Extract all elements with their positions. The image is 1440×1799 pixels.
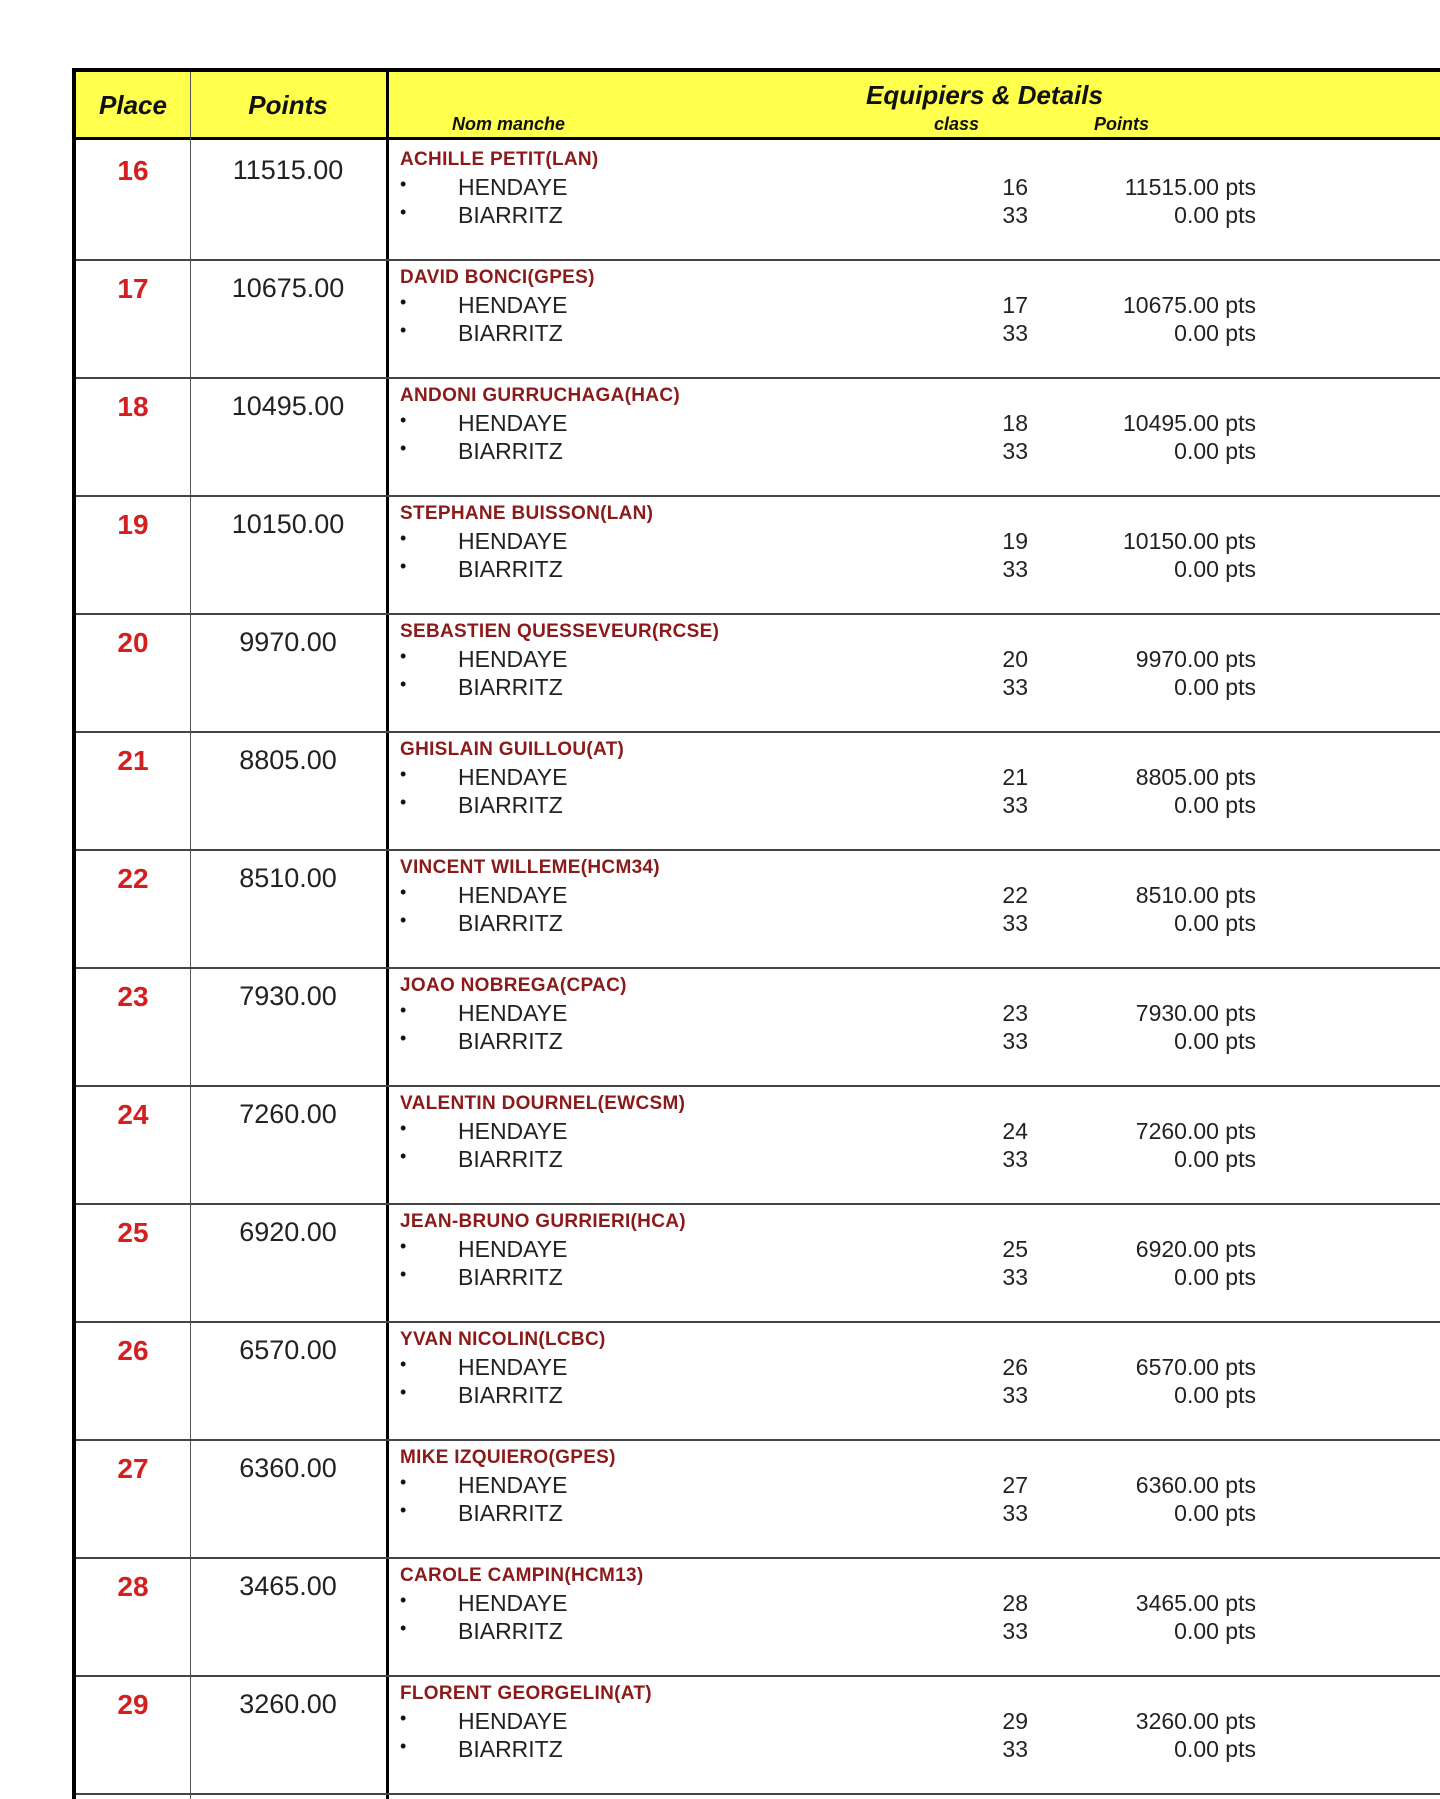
bullet-icon: • <box>400 410 407 430</box>
bullet-icon: • <box>400 1382 407 1402</box>
manche-points: 8510.00 pts <box>1135 882 1256 908</box>
participant-name: CAROLE CAMPIN(HCM13) <box>400 1565 644 1586</box>
bullet-icon: • <box>400 1618 407 1638</box>
place-value: 16 <box>117 155 149 186</box>
bullet-icon: • <box>400 202 407 222</box>
points-value: 9970.00 <box>239 627 337 657</box>
header-nom-manche: Nom manche <box>452 114 566 134</box>
manche-class: 33 <box>1002 792 1028 818</box>
bullet-icon: • <box>400 1028 407 1048</box>
bullet-icon: • <box>400 1146 407 1166</box>
table-row <box>76 969 1440 1087</box>
manche-name: BIARRITZ <box>458 674 563 700</box>
manche-class: 26 <box>1002 1354 1028 1380</box>
manche-class: 33 <box>1002 674 1028 700</box>
place-value: 29 <box>117 1689 149 1720</box>
participant-name: YVAN NICOLIN(LCBC) <box>400 1329 606 1350</box>
bullet-icon: • <box>400 1264 407 1284</box>
place-value: 26 <box>117 1335 149 1366</box>
manche-class: 29 <box>1002 1708 1028 1734</box>
manche-points: 8805.00 pts <box>1135 764 1256 790</box>
manche-points: 9970.00 pts <box>1135 646 1256 672</box>
manche-class: 25 <box>1002 1236 1028 1262</box>
manche-points: 0.00 pts <box>1174 1618 1256 1644</box>
header-equipiers: Equipiers & Details <box>866 80 1103 110</box>
manche-points: 10675.00 pts <box>1122 292 1256 318</box>
bullet-icon: • <box>400 556 407 576</box>
manche-class: 17 <box>1002 292 1028 318</box>
manche-points: 0.00 pts <box>1174 556 1256 582</box>
participant-name: STEPHANE BUISSON(LAN) <box>400 503 654 524</box>
bullet-icon: • <box>400 528 407 548</box>
participant-name: ANDONI GURRUCHAGA(HAC) <box>400 385 680 406</box>
manche-points: 6570.00 pts <box>1135 1354 1256 1380</box>
manche-points: 0.00 pts <box>1174 674 1256 700</box>
table-row <box>76 497 1440 615</box>
table-row <box>76 261 1440 379</box>
manche-points: 3260.00 pts <box>1135 1708 1256 1734</box>
manche-class: 33 <box>1002 320 1028 346</box>
points-value: 10675.00 <box>231 273 345 303</box>
points-value: 3465.00 <box>239 1571 337 1601</box>
manche-class: 16 <box>1002 174 1028 200</box>
table-row <box>76 143 1440 261</box>
manche-name: HENDAYE <box>458 1118 568 1144</box>
bullet-icon: • <box>400 1118 407 1138</box>
manche-name: HENDAYE <box>458 1236 568 1262</box>
bullet-icon: • <box>400 1000 407 1020</box>
manche-name: HENDAYE <box>458 292 568 318</box>
manche-points: 0.00 pts <box>1174 1736 1256 1762</box>
bullet-icon: • <box>400 1590 407 1610</box>
manche-points: 0.00 pts <box>1174 1500 1256 1526</box>
manche-points: 0.00 pts <box>1174 792 1256 818</box>
manche-points: 7260.00 pts <box>1135 1118 1256 1144</box>
manche-name: BIARRITZ <box>458 1382 563 1408</box>
points-value: 10150.00 <box>231 509 345 539</box>
manche-name: BIARRITZ <box>458 1264 563 1290</box>
points-value: 10495.00 <box>231 391 345 421</box>
manche-class: 33 <box>1002 202 1028 228</box>
bullet-icon: • <box>400 438 407 458</box>
manche-name: HENDAYE <box>458 174 568 200</box>
place-value: 19 <box>117 509 149 540</box>
manche-class: 18 <box>1002 410 1028 436</box>
participant-name: JEAN-BRUNO GURRIERI(HCA) <box>400 1211 686 1232</box>
points-value: 3260.00 <box>239 1689 337 1719</box>
manche-name: BIARRITZ <box>458 1500 563 1526</box>
place-value: 22 <box>117 863 149 894</box>
manche-points: 10150.00 pts <box>1122 528 1256 554</box>
bullet-icon: • <box>400 320 407 340</box>
manche-class: 20 <box>1002 646 1028 672</box>
header-points: Points <box>248 90 328 120</box>
table-row <box>76 1087 1440 1205</box>
place-value: 28 <box>117 1571 149 1602</box>
points-value: 6570.00 <box>239 1335 337 1365</box>
bullet-icon: • <box>400 674 407 694</box>
manche-name: BIARRITZ <box>458 1146 563 1172</box>
bullet-icon: • <box>400 764 407 784</box>
manche-class: 33 <box>1002 910 1028 936</box>
participant-name: JOAO NOBREGA(CPAC) <box>400 975 627 996</box>
participant-name: ACHILLE PETIT(LAN) <box>400 149 599 170</box>
manche-name: HENDAYE <box>458 1708 568 1734</box>
table-row <box>76 1205 1440 1323</box>
participant-name: GHISLAIN GUILLOU(AT) <box>400 739 625 760</box>
manche-name: BIARRITZ <box>458 556 563 582</box>
manche-name: HENDAYE <box>458 764 568 790</box>
participant-name: MIKE IZQUIERO(GPES) <box>400 1447 616 1468</box>
manche-name: BIARRITZ <box>458 438 563 464</box>
manche-name: BIARRITZ <box>458 1028 563 1054</box>
manche-name: BIARRITZ <box>458 202 563 228</box>
manche-name: BIARRITZ <box>458 792 563 818</box>
table-row <box>76 1323 1440 1441</box>
manche-points: 0.00 pts <box>1174 202 1256 228</box>
manche-name: HENDAYE <box>458 1354 568 1380</box>
manche-name: HENDAYE <box>458 1590 568 1616</box>
manche-class: 33 <box>1002 556 1028 582</box>
bullet-icon: • <box>400 1708 407 1728</box>
table-row <box>76 1559 1440 1677</box>
table-row <box>76 379 1440 497</box>
manche-class: 19 <box>1002 528 1028 554</box>
bullet-icon: • <box>400 1236 407 1256</box>
manche-name: HENDAYE <box>458 528 568 554</box>
header-class: class <box>934 114 980 134</box>
bullet-icon: • <box>400 882 407 902</box>
place-value: 20 <box>117 627 149 658</box>
manche-points: 7930.00 pts <box>1135 1000 1256 1026</box>
table-row <box>76 851 1440 969</box>
manche-points: 10495.00 pts <box>1122 410 1256 436</box>
bullet-icon: • <box>400 174 407 194</box>
bullet-icon: • <box>400 1736 407 1756</box>
points-value: 8805.00 <box>239 745 337 775</box>
manche-name: BIARRITZ <box>458 320 563 346</box>
table-row <box>76 1441 1440 1559</box>
place-value: 17 <box>117 273 149 304</box>
place-value: 21 <box>117 745 149 776</box>
manche-class: 33 <box>1002 1382 1028 1408</box>
manche-class: 24 <box>1002 1118 1028 1144</box>
place-value: 18 <box>117 391 149 422</box>
manche-points: 0.00 pts <box>1174 910 1256 936</box>
participant-name: SEBASTIEN QUESSEVEUR(RCSE) <box>400 621 720 642</box>
manche-class: 27 <box>1002 1472 1028 1498</box>
participant-name: DAVID BONCI(GPES) <box>400 267 595 288</box>
points-value: 8510.00 <box>239 863 337 893</box>
manche-name: HENDAYE <box>458 1472 568 1498</box>
manche-name: HENDAYE <box>458 646 568 672</box>
bullet-icon: • <box>400 1354 407 1374</box>
points-value: 11515.00 <box>232 155 344 185</box>
manche-class: 33 <box>1002 1028 1028 1054</box>
manche-class: 28 <box>1002 1590 1028 1616</box>
bullet-icon: • <box>400 910 407 930</box>
points-value: 6360.00 <box>239 1453 337 1483</box>
header-place: Place <box>99 90 167 120</box>
bullet-icon: • <box>400 1500 407 1520</box>
points-value: 7260.00 <box>239 1099 337 1129</box>
manche-points: 6360.00 pts <box>1135 1472 1256 1498</box>
manche-class: 21 <box>1002 764 1028 790</box>
manche-name: HENDAYE <box>458 882 568 908</box>
table-row <box>76 733 1440 851</box>
points-value: 7930.00 <box>239 981 337 1011</box>
points-value: 6920.00 <box>239 1217 337 1247</box>
manche-points: 0.00 pts <box>1174 1382 1256 1408</box>
participant-name: VALENTIN DOURNEL(EWCSM) <box>400 1093 686 1114</box>
manche-points: 6920.00 pts <box>1135 1236 1256 1262</box>
manche-points: 0.00 pts <box>1174 438 1256 464</box>
manche-class: 23 <box>1002 1000 1028 1026</box>
header-manche-points: Points <box>1094 114 1150 134</box>
manche-name: HENDAYE <box>458 410 568 436</box>
manche-class: 33 <box>1002 1146 1028 1172</box>
place-value: 24 <box>117 1099 149 1130</box>
manche-class: 33 <box>1002 1264 1028 1290</box>
bullet-icon: • <box>400 292 407 312</box>
participant-name: VINCENT WILLEME(HCM34) <box>400 857 660 878</box>
table-row <box>76 615 1440 733</box>
table-header <box>76 72 1440 140</box>
table-row <box>76 1677 1440 1795</box>
bullet-icon: • <box>400 792 407 812</box>
manche-name: HENDAYE <box>458 1000 568 1026</box>
place-value: 27 <box>117 1453 149 1484</box>
manche-class: 33 <box>1002 1618 1028 1644</box>
place-value: 23 <box>117 981 149 1012</box>
manche-class: 33 <box>1002 1736 1028 1762</box>
manche-class: 33 <box>1002 438 1028 464</box>
manche-name: BIARRITZ <box>458 1736 563 1762</box>
participant-name: FLORENT GEORGELIN(AT) <box>400 1683 652 1704</box>
manche-points: 0.00 pts <box>1174 1028 1256 1054</box>
manche-class: 33 <box>1002 1500 1028 1526</box>
bullet-icon: • <box>400 646 407 666</box>
manche-name: BIARRITZ <box>458 910 563 936</box>
manche-class: 22 <box>1002 882 1028 908</box>
manche-points: 0.00 pts <box>1174 1264 1256 1290</box>
manche-points: 0.00 pts <box>1174 1146 1256 1172</box>
place-value: 25 <box>117 1217 149 1248</box>
manche-name: BIARRITZ <box>458 1618 563 1644</box>
manche-points: 3465.00 pts <box>1135 1590 1256 1616</box>
bullet-icon: • <box>400 1472 407 1492</box>
manche-points: 11515.00 pts <box>1124 174 1256 200</box>
manche-points: 0.00 pts <box>1174 320 1256 346</box>
results-table <box>72 68 1440 1799</box>
